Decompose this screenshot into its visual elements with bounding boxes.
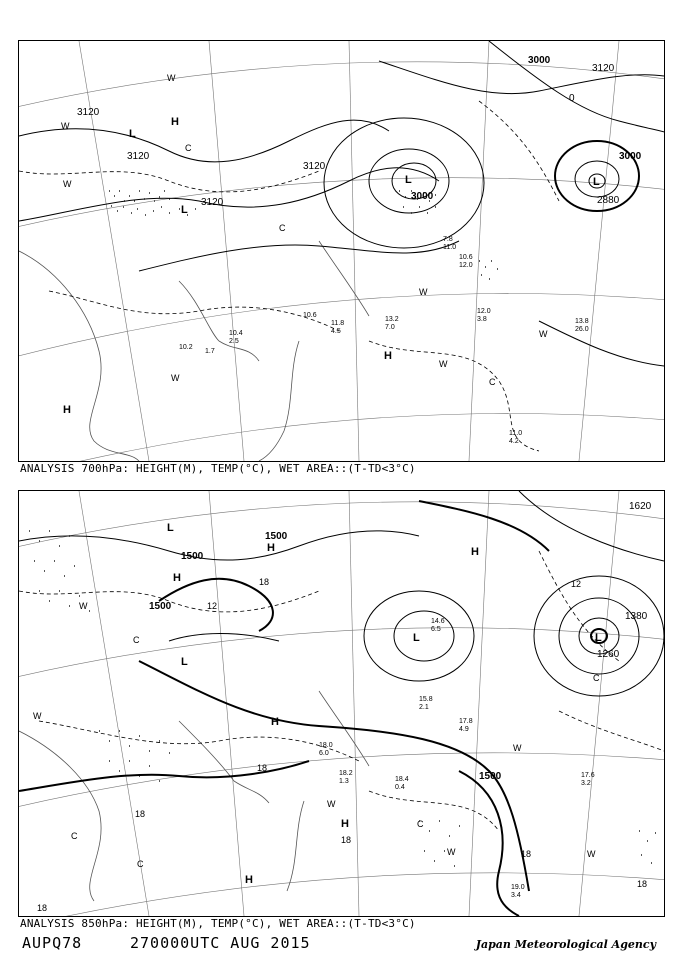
warm-marker: W <box>63 179 72 189</box>
station-value: 4.5 <box>331 328 341 335</box>
high-center: H <box>471 546 479 558</box>
isotherm-label: 12 <box>571 579 582 589</box>
station-value: 2.1 <box>419 704 429 711</box>
cold-marker: C <box>137 859 144 869</box>
contour-label: 1620 <box>629 501 652 512</box>
contour-label: 3000 <box>411 191 434 202</box>
warm-marker: W <box>61 121 70 131</box>
high-center: H <box>245 874 253 886</box>
cold-marker: C <box>417 819 424 829</box>
station-value: 13.2 <box>385 316 399 323</box>
station-value: 17.6 <box>581 772 595 779</box>
cold-marker: C <box>133 635 140 645</box>
isotherm-labels <box>37 577 647 913</box>
contour-label: 1500 <box>265 531 288 542</box>
top-contour-label: 3120 <box>592 63 615 74</box>
contour-label: 3120 <box>201 197 224 208</box>
cold-marker: C <box>489 377 496 387</box>
isotherm-label: 18 <box>37 903 48 913</box>
low-center: L <box>181 204 188 216</box>
contour-labels <box>77 107 642 208</box>
low-center: L <box>129 128 136 140</box>
contour-label: 3000 <box>619 151 642 162</box>
pressure-centers <box>167 522 602 886</box>
low-center: L <box>167 522 174 534</box>
height-contours <box>19 491 664 916</box>
station-value: 17.8 <box>459 718 473 725</box>
station-value: 7.0 <box>385 324 395 331</box>
high-center: H <box>267 542 275 554</box>
cold-marker: C <box>185 143 192 153</box>
warm-marker: W <box>447 847 456 857</box>
thermal-markers <box>33 601 600 869</box>
station-value: 10.4 <box>229 330 243 337</box>
station-value: 18.2 <box>339 770 353 777</box>
station-value: 3.8 <box>477 316 487 323</box>
cold-marker: C <box>593 673 600 683</box>
station-value: 4.2 <box>509 438 519 445</box>
isotherm-label: 18 <box>341 835 352 845</box>
station-value: 11.0 <box>509 430 523 437</box>
cold-marker: C <box>279 223 286 233</box>
station-value: 4.9 <box>459 726 469 733</box>
contour-label: 1260 <box>597 649 620 660</box>
station-value: 10.6 <box>303 312 317 319</box>
isotherm-label: 18 <box>521 849 532 859</box>
high-center: H <box>271 716 279 728</box>
warm-marker: W <box>327 799 336 809</box>
station-value: 10.6 <box>459 254 473 261</box>
station-value: 18.0 <box>319 742 333 749</box>
top-contour-label: 3000 <box>528 55 551 66</box>
contour-label: 1500 <box>149 601 172 612</box>
station-value: 7.8 <box>443 236 453 243</box>
valid-time: 270000UTC AUG 2015 <box>130 934 311 952</box>
isotherm-label: 18 <box>259 577 270 587</box>
map-700hpa-canvas <box>19 41 664 461</box>
warm-marker: W <box>587 849 596 859</box>
height-contours <box>19 41 664 366</box>
caption-700hpa: ANALYSIS 700hPa: HEIGHT(M), TEMP(°C), WET AREA::(T-TD<3°C) <box>20 462 416 475</box>
station-value: 14.6 <box>431 618 445 625</box>
isotherms <box>19 551 664 831</box>
wet-area <box>29 531 656 866</box>
low-center: L <box>593 176 600 188</box>
map-panel-850hpa <box>18 490 665 917</box>
agency-credit: Japan Meteorological Agency <box>475 938 656 951</box>
station-value: 3.4 <box>511 892 521 899</box>
high-center: H <box>384 350 392 362</box>
station-value: 12.0 <box>477 308 491 315</box>
contour-label: 3120 <box>77 107 100 118</box>
chart-id: AUPQ78 <box>22 934 83 952</box>
station-value: 0.4 <box>395 784 405 791</box>
high-center: H <box>173 572 181 584</box>
station-value: 26.0 <box>575 326 589 333</box>
station-value: 10.2 <box>179 344 193 351</box>
low-center: L <box>405 174 412 186</box>
high-center: H <box>341 818 349 830</box>
high-center: H <box>171 116 179 128</box>
warm-marker: W <box>171 373 180 383</box>
contour-labels <box>149 501 652 782</box>
warm-marker: W <box>33 711 42 721</box>
warm-marker: W <box>513 743 522 753</box>
contour-label: 1500 <box>181 551 204 562</box>
graticule <box>19 491 664 916</box>
station-value: 6.5 <box>431 626 441 633</box>
caption-850hpa: ANALYSIS 850hPa: HEIGHT(M), TEMP(°C), WET AREA::(T-TD<3°C) <box>20 917 416 930</box>
station-value: 18.4 <box>395 776 409 783</box>
map-panel-700hpa <box>18 40 665 462</box>
contour-label: 1380 <box>625 611 648 622</box>
station-value: 11.0 <box>443 244 457 251</box>
low-center: L <box>413 632 420 644</box>
cold-marker: C <box>71 831 78 841</box>
wet-area <box>109 191 498 279</box>
map-850hpa-canvas <box>19 491 664 916</box>
contour-label: 3120 <box>127 151 150 162</box>
station-value: 19.0 <box>511 884 525 891</box>
warm-marker: W <box>167 73 176 83</box>
station-value: 1.3 <box>339 778 349 785</box>
station-value: 13.8 <box>575 318 589 325</box>
station-value: 15.8 <box>419 696 433 703</box>
station-value: 12.0 <box>459 262 473 269</box>
warm-marker: W <box>419 287 428 297</box>
station-plots <box>319 618 595 899</box>
isotherm-label: 18 <box>637 879 648 889</box>
station-value: 3.2 <box>581 780 591 787</box>
isotherm-label: 12 <box>207 601 218 611</box>
station-value: 6.0 <box>319 750 329 757</box>
isotherm-label: 18 <box>257 763 268 773</box>
contour-label: 1500 <box>479 771 502 782</box>
coastline <box>19 691 369 901</box>
low-center: L <box>181 656 188 668</box>
graticule <box>19 41 664 461</box>
warm-marker: W <box>539 329 548 339</box>
top-contour-label: 0 <box>569 93 575 104</box>
station-value: 11.8 <box>331 320 345 327</box>
coastline <box>19 241 369 461</box>
contour-label: 2880 <box>597 195 620 206</box>
station-value: 1.7 <box>205 348 215 355</box>
station-value: 2.5 <box>229 338 239 345</box>
isotherm-label: 18 <box>135 809 146 819</box>
high-center: H <box>63 404 71 416</box>
low-center: L <box>595 632 602 644</box>
warm-marker: W <box>439 359 448 369</box>
contour-label: 3120 <box>303 161 326 172</box>
warm-marker: W <box>79 601 88 611</box>
